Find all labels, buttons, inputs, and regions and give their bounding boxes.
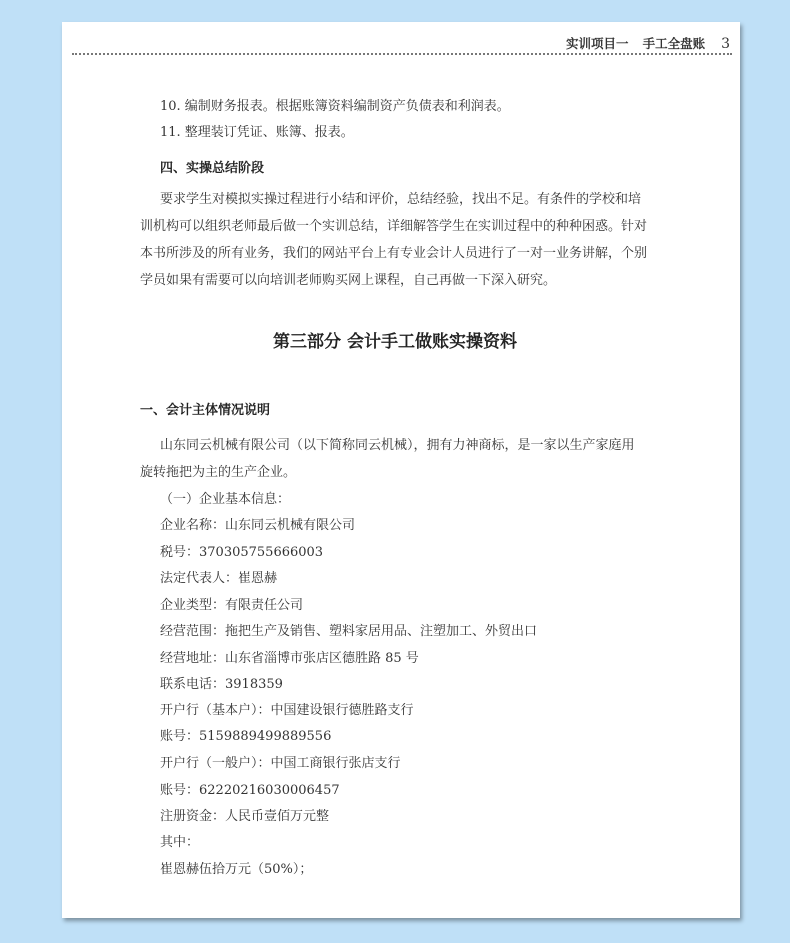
step-item: 11. 整理装订凭证、账簿、报表。 [160, 125, 354, 140]
step-item: 10. 编制财务报表。根据账簿资料编制资产负债表和利润表。 [160, 99, 510, 114]
info-line: 账号：62220216030006457 [160, 783, 340, 798]
paragraph-line: 要求学生对模拟实操过程进行小结和评价，总结经验，找出不足。有条件的学校和培 [160, 192, 642, 207]
info-line: 经营范围：拖把生产及销售、塑料家居用品、注塑加工、外贸出口 [160, 624, 538, 639]
info-line: 法定代表人：崔恩赫 [160, 571, 278, 586]
info-line: 企业名称：山东同云机械有限公司 [160, 518, 356, 533]
part-title: 第三部分 会计手工做账实操资料 [273, 332, 517, 352]
info-line: 经营地址：山东省淄博市张店区德胜路 85 号 [160, 651, 419, 666]
paragraph-line: 山东同云机械有限公司（以下简称同云机械），拥有力神商标，是一家以生产家庭用 [160, 438, 635, 453]
info-line: 其中： [160, 835, 200, 850]
info-line: 注册资金：人民币壹佰万元整 [160, 809, 330, 824]
info-line: 税号：370305755666003 [160, 545, 324, 560]
paragraph-line: 旋转拖把为主的生产企业。 [140, 465, 297, 480]
info-line: 开户行（一般户）：中国工商银行张店支行 [160, 756, 401, 771]
paragraph-line: 训机构可以组织老师最后做一个实训总结，详细解答学生在实训过程中的种种困惑。针对 [140, 219, 648, 234]
paragraph-line: 本书所涉及的所有业务，我们的网站平台上有专业会计人员进行了一对一业务讲解，个别 [140, 246, 648, 261]
info-line: 开户行（基本户）：中国建设银行德胜路支行 [160, 703, 414, 718]
running-header [566, 34, 730, 52]
section1-heading: 一、会计主体情况说明 [140, 403, 271, 418]
info-line: （一）企业基本信息： [160, 492, 291, 507]
stage4-heading: 四、实操总结阶段 [160, 161, 265, 176]
info-line: 账号：5159889499889556 [160, 729, 332, 744]
paragraph-line: 学员如果有需要可以向培训老师购买网上课程，自己再做一下深入研究。 [140, 273, 557, 288]
page-number: 3 [721, 36, 730, 52]
info-line: 企业类型：有限责任公司 [160, 598, 304, 613]
header-dotted-rule [72, 53, 732, 55]
header-section: 实训项目一 [566, 36, 629, 51]
info-line: 联系电话：3918359 [160, 677, 283, 692]
header-topic: 手工全盘账 [642, 36, 706, 51]
info-line: 崔恩赫伍拾万元（50%）； [160, 862, 313, 877]
